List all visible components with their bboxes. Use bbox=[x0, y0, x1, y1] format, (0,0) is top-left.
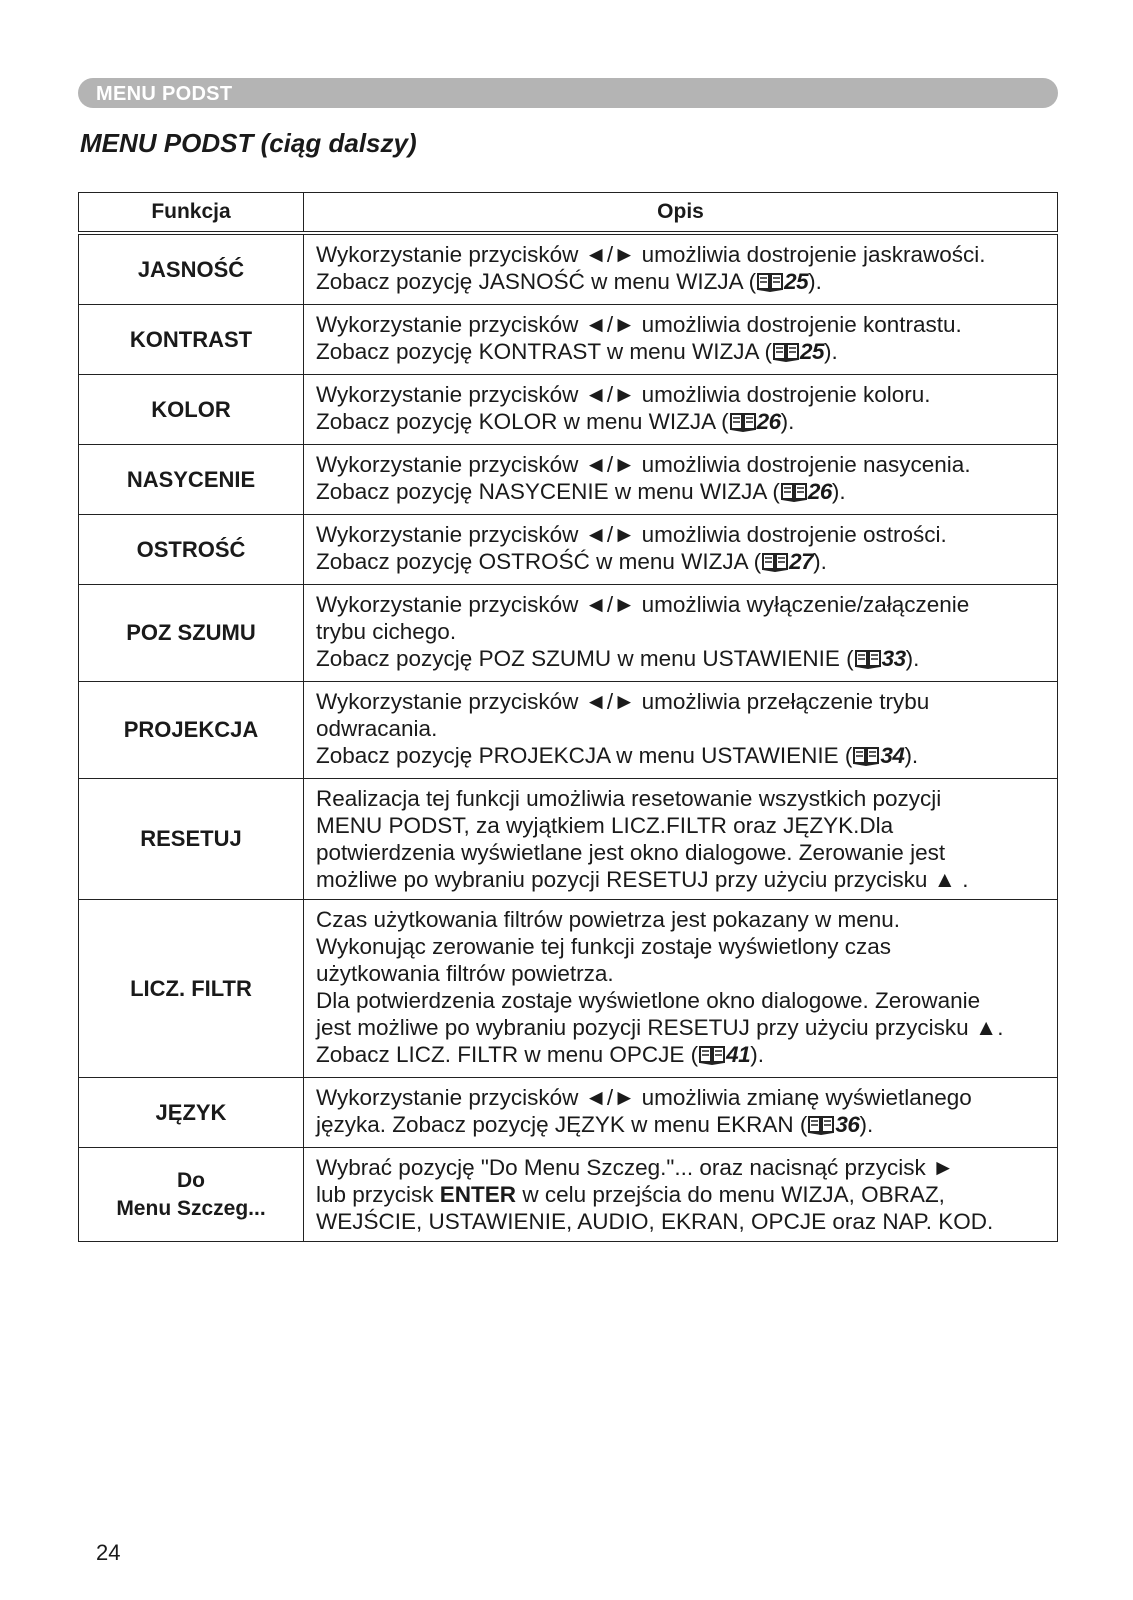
description-text: ). bbox=[780, 409, 795, 434]
description-line: Wykorzystanie przycisków ◄/► umożliwia dostrojenie jaskrawości. bbox=[316, 242, 986, 267]
description-line: Wykorzystanie przycisków ◄/► umożliwia dostrojenie kontrastu. bbox=[316, 312, 962, 337]
function-name: KONTRAST bbox=[79, 305, 304, 375]
function-description bbox=[304, 1078, 1058, 1148]
description-line bbox=[316, 1181, 1049, 1208]
function-name: JĘZYK bbox=[79, 1078, 304, 1148]
description-line: Wybrać pozycję "Do Menu Szczeg."... oraz nacisnąć przycisk ► bbox=[316, 1155, 955, 1180]
column-header-function: Funkcja bbox=[79, 193, 304, 234]
column-header-description: Opis bbox=[304, 193, 1058, 234]
description-line: odwracania. bbox=[316, 716, 438, 741]
menu-table bbox=[78, 192, 1058, 1242]
description-text: Zobacz LICZ. FILTR w menu OPCJE ( bbox=[316, 1042, 699, 1067]
description-text: ). bbox=[750, 1042, 764, 1067]
description-line bbox=[316, 548, 1049, 578]
description-line: Dla potwierdzenia zostaje wyświetlone okno dialogowe. Zerowanie bbox=[316, 988, 981, 1013]
description-text: ). bbox=[859, 1112, 874, 1137]
function-description bbox=[304, 515, 1058, 585]
function-name: OSTROŚĆ bbox=[79, 515, 304, 585]
table-row bbox=[79, 585, 1058, 682]
function-name: PROJEKCJA bbox=[79, 682, 304, 779]
function-name: POZ SZUMU bbox=[79, 585, 304, 682]
page-reference: 27 bbox=[789, 549, 814, 574]
page-reference: 26 bbox=[756, 409, 781, 434]
description-line bbox=[316, 408, 1049, 438]
description-line bbox=[316, 742, 1049, 772]
description-line bbox=[316, 338, 1049, 368]
description-text: Zobacz pozycję POZ SZUMU w menu USTAWIENIE ( bbox=[316, 646, 854, 671]
description-line: Wykorzystanie przycisków ◄/► umożliwia dostrojenie ostrości. bbox=[316, 522, 947, 547]
function-name: RESETUJ bbox=[79, 779, 304, 900]
table-row bbox=[79, 305, 1058, 375]
description-line bbox=[316, 268, 1049, 298]
description-line: Wykorzystanie przycisków ◄/► umożliwia wyłączenie/załączenie bbox=[316, 592, 970, 617]
page-reference: 34 bbox=[880, 743, 905, 768]
book-icon bbox=[773, 341, 799, 368]
description-text: Zobacz pozycję OSTROŚĆ w menu WIZJA ( bbox=[316, 549, 762, 574]
book-icon bbox=[808, 1114, 834, 1141]
description-line: WEJŚCIE, USTAWIENIE, AUDIO, EKRAN, OPCJE oraz NAP. KOD. bbox=[316, 1209, 994, 1234]
function-name: KOLOR bbox=[79, 375, 304, 445]
function-name-line: Menu Szczeg... bbox=[116, 1196, 266, 1220]
description-line bbox=[316, 645, 1049, 675]
page-number: 24 bbox=[96, 1540, 121, 1565]
description-line: możliwe po wybraniu pozycji RESETUJ przy użyciu przycisku ▲ . bbox=[316, 867, 969, 892]
page-reference: 25 bbox=[799, 339, 824, 364]
description-text: Zobacz pozycję NASYCENIE w menu WIZJA ( bbox=[316, 479, 780, 504]
section-header-label: MENU PODST bbox=[96, 83, 233, 105]
description-text: Zobacz pozycję PROJEKCJA w menu USTAWIENIE ( bbox=[316, 743, 853, 768]
page-reference: 41 bbox=[726, 1042, 751, 1067]
description-line: Wykorzystanie przycisków ◄/► umożliwia przełączenie trybu bbox=[316, 689, 930, 714]
function-description bbox=[304, 375, 1058, 445]
description-text: ). bbox=[904, 743, 919, 768]
table-row bbox=[79, 375, 1058, 445]
description-text: ). bbox=[824, 339, 838, 364]
description-text: ). bbox=[905, 646, 920, 671]
description-line: Realizacja tej funkcji umożliwia resetowanie wszystkich pozycji bbox=[316, 786, 942, 811]
table-header-row bbox=[79, 193, 1058, 234]
description-line: trybu cichego. bbox=[316, 619, 457, 644]
function-name-line: Do bbox=[177, 1168, 205, 1192]
table-row bbox=[79, 779, 1058, 900]
function-description bbox=[304, 585, 1058, 682]
description-text: ). bbox=[808, 269, 822, 294]
table-row bbox=[79, 515, 1058, 585]
description-text: Zobacz pozycję KONTRAST w menu WIZJA ( bbox=[316, 339, 772, 364]
function-name: JASNOŚĆ bbox=[79, 233, 304, 305]
description-text: języka. Zobacz pozycję JĘZYK w menu EKRAN ( bbox=[316, 1112, 808, 1137]
description-line: potwierdzenia wyświetlane jest okno dialogowe. Zerowanie jest bbox=[316, 840, 946, 865]
table-row bbox=[79, 445, 1058, 515]
description-line bbox=[316, 1041, 1049, 1071]
table-row bbox=[79, 233, 1058, 305]
description-line: użytkowania filtrów powietrza. bbox=[316, 961, 614, 986]
description-line: Wykonując zerowanie tej funkcji zostaje wyświetlony czas bbox=[316, 934, 892, 959]
description-line: MENU PODST, za wyjątkiem LICZ.FILTR oraz JĘZYK.Dla bbox=[316, 813, 894, 838]
function-description bbox=[304, 779, 1058, 900]
page-reference: 36 bbox=[835, 1112, 860, 1137]
page-title: MENU PODST (ciąg dalszy) bbox=[80, 128, 417, 158]
description-text: Zobacz pozycję JASNOŚĆ w menu WIZJA ( bbox=[316, 269, 757, 294]
function-description bbox=[304, 682, 1058, 779]
page-reference: 26 bbox=[807, 479, 832, 504]
page-reference: 25 bbox=[784, 269, 809, 294]
table-row bbox=[79, 682, 1058, 779]
function-description bbox=[304, 900, 1058, 1078]
description-line bbox=[316, 478, 1049, 508]
book-icon bbox=[757, 271, 783, 298]
book-icon bbox=[853, 745, 879, 772]
function-name bbox=[79, 1148, 304, 1242]
function-description bbox=[304, 1148, 1058, 1242]
book-icon bbox=[762, 551, 788, 578]
function-description bbox=[304, 305, 1058, 375]
book-icon bbox=[855, 648, 881, 675]
function-name: NASYCENIE bbox=[79, 445, 304, 515]
enter-key-label: ENTER bbox=[439, 1182, 517, 1207]
book-icon bbox=[730, 411, 756, 438]
function-description bbox=[304, 445, 1058, 515]
description-text: w celu przejścia do menu WIZJA, OBRAZ, bbox=[516, 1182, 945, 1207]
description-text: Zobacz pozycję KOLOR w menu WIZJA ( bbox=[316, 409, 729, 434]
description-line: Czas użytkowania filtrów powietrza jest pokazany w menu. bbox=[316, 907, 901, 932]
function-description bbox=[304, 233, 1058, 305]
section-header-bar bbox=[78, 78, 1058, 108]
table-row bbox=[79, 1148, 1058, 1242]
table-row bbox=[79, 900, 1058, 1078]
page-reference: 33 bbox=[881, 646, 906, 671]
function-name: LICZ. FILTR bbox=[79, 900, 304, 1078]
description-line: Wykorzystanie przycisków ◄/► umożliwia dostrojenie nasycenia. bbox=[316, 452, 971, 477]
description-text: ). bbox=[831, 479, 846, 504]
description-line: Wykorzystanie przycisków ◄/► umożliwia zmianę wyświetlanego bbox=[316, 1085, 972, 1110]
description-line: Wykorzystanie przycisków ◄/► umożliwia dostrojenie koloru. bbox=[316, 382, 931, 407]
description-line bbox=[316, 1111, 1049, 1141]
table-row bbox=[79, 1078, 1058, 1148]
description-line: jest możliwe po wybraniu pozycji RESETUJ przy użyciu przycisku ▲. bbox=[316, 1015, 1004, 1040]
book-icon bbox=[781, 481, 807, 508]
description-text: ). bbox=[813, 549, 827, 574]
book-icon bbox=[699, 1044, 725, 1071]
description-text: lub przycisk bbox=[316, 1182, 440, 1207]
